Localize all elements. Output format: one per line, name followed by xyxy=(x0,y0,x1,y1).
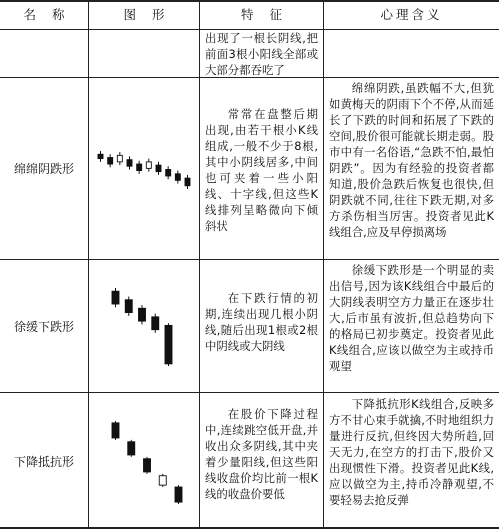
bearish-candle-body xyxy=(139,308,146,321)
candle xyxy=(112,288,119,307)
bearish-candle-body xyxy=(166,169,171,176)
column-separator-1 xyxy=(88,0,89,529)
row-2-meaning: 徐缓下跌形是一个明显的卖出信号,因为该K线组合中最后的大阴线表明空方力量正在逐步壮大,后市虽有波折,但总趋势向下的格局已初步奠定。投资者见此K线组合,应该以做空为主或持币观望 xyxy=(329,263,494,373)
row-separator-2 xyxy=(0,259,499,260)
chart-falling-resistance xyxy=(112,420,182,505)
row-1-feature: 常常在盘整后期出现,由若干根小K线组成,一般不少于8根,其中小阴线居多,中间也可夹着一些小阳线、十字线,但这些K线排列呈略微向下倾斜状 xyxy=(205,107,318,233)
bearish-candle-body xyxy=(112,423,119,438)
candle xyxy=(128,440,135,457)
bullish-candle-body xyxy=(159,476,166,485)
bullish-candle-body xyxy=(117,155,122,162)
row-2-name: 徐缓下跌形 xyxy=(13,320,74,334)
candle xyxy=(152,314,159,333)
bearish-candle-body xyxy=(175,487,182,502)
header-figure: 图 形 xyxy=(123,7,165,22)
bearish-candle-body xyxy=(127,160,132,167)
table-border-bottom xyxy=(0,527,499,529)
row-3-meaning: 下降抵抗形K线组合,反映多方不甘心束手就擒,不时地组织力量进行反抗,但终因大势所趋,回天无力,在空方的打击下,股价又出现惯性下滑。投资者见此K线,应以做空为主,持币冷静观望,不要轻易去抢反弹 xyxy=(329,397,494,507)
column-separator-2 xyxy=(199,0,200,529)
bearish-candle-body xyxy=(156,165,161,172)
candle xyxy=(127,156,132,169)
candle xyxy=(144,457,151,474)
candle xyxy=(175,485,182,504)
candle xyxy=(165,323,172,366)
header-meaning: 心理含义 xyxy=(380,7,443,22)
candle xyxy=(156,162,161,175)
candle xyxy=(112,421,119,440)
chart-slow-decline xyxy=(112,287,172,367)
candle xyxy=(98,151,103,162)
header-name: 名 称 xyxy=(23,7,65,22)
candle xyxy=(175,171,180,184)
candle xyxy=(166,166,171,179)
bearish-candle-body xyxy=(165,325,172,363)
row-0-feature: 出现了一根长阴线,把前面3根小阳线全部或大部分都吞吃了 xyxy=(205,31,318,77)
row-1-name: 绵绵阴跌形 xyxy=(13,162,74,176)
row-2-feature: 在下跌行情的初期,连续出现几根小阴线,随后出现1根或2根中阴线或大阴线 xyxy=(205,291,318,353)
bullish-candle-body xyxy=(146,162,151,169)
bearish-candle-body xyxy=(185,178,190,186)
header-feature: 特 征 xyxy=(241,7,282,22)
row-1-meaning: 绵绵阴跌,虽跌幅不大,但犹如黄梅天的阴雨下个不停,从而延长了下跌的时间和拓展了下跌的空间,股价很可能就长期走弱。股市中有一名俗语,“急跌不怕,最怕阴跌”。因为有经验的投资者都知道,股价急跌后恢复也很快,但阴跌就不同,往往下跌无期,对多方杀伤相当厉害。投资者见此K线组合,应及早停损离场 xyxy=(329,81,494,239)
bearish-candle-body xyxy=(98,154,103,158)
bearish-candle-body xyxy=(152,317,159,330)
candle xyxy=(137,161,142,174)
row-3-name: 下降抵抗形 xyxy=(13,455,74,469)
bearish-candle-body xyxy=(125,300,132,313)
candle xyxy=(139,305,146,324)
bearish-candle-body xyxy=(175,174,180,181)
candle xyxy=(125,297,132,316)
candle xyxy=(185,175,190,189)
bearish-candle-body xyxy=(137,164,142,171)
candle xyxy=(159,474,166,487)
candle xyxy=(117,152,122,165)
table-border-top xyxy=(0,0,499,2)
bearish-candle-body xyxy=(144,459,151,472)
candle xyxy=(108,154,113,167)
row-3-feature: 在股价下降过程中,连续跳空低开盘,并收出众多阴线,其中夹着少量阳线,但这些阳线收盘价均比前一根K线的收盘价要低 xyxy=(205,407,318,501)
column-separator-3 xyxy=(323,0,324,529)
candle xyxy=(146,159,151,172)
bearish-candle-body xyxy=(112,291,119,304)
bearish-candle-body xyxy=(108,158,113,165)
bearish-candle-body xyxy=(128,442,135,455)
row-separator-3 xyxy=(0,392,499,393)
chart-gradual-decline xyxy=(98,150,190,190)
